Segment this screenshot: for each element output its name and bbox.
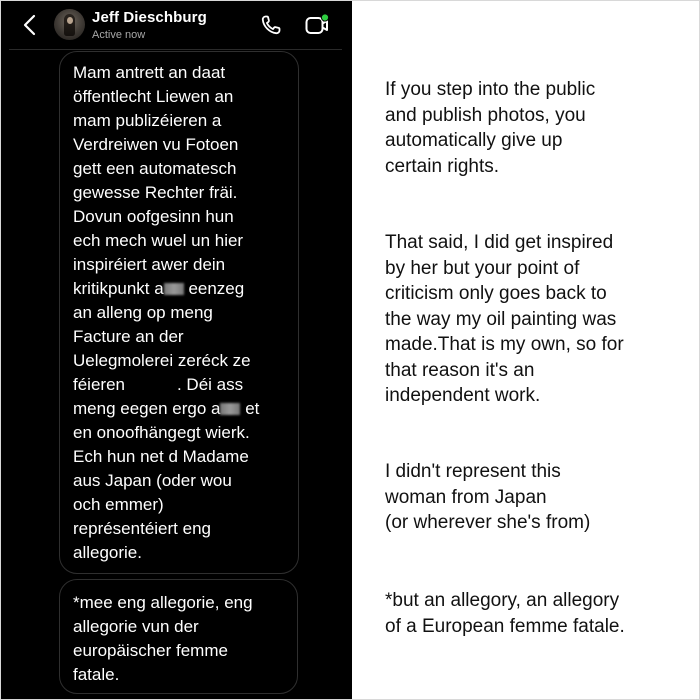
message-line: Mam antrett an daat [73, 63, 226, 82]
translation-paragraph [385, 77, 685, 179]
message-line: gewesse Rechter fräi. [73, 183, 238, 202]
message-line: an alleng op meng [73, 303, 213, 322]
message-line: och emmer) [73, 495, 164, 514]
message-line: inspiréiert awer dein [73, 255, 226, 274]
message-line: Uelegmolerei zeréck ze [73, 351, 251, 370]
contact-status: Active now [92, 29, 146, 41]
translation-line: I didn't represent this [385, 461, 561, 482]
contact-name[interactable]: Jeff Dieschburg [92, 9, 207, 26]
message-line: aus Japan (oder wou [73, 471, 232, 490]
translation-line: (or wherever she's from) [385, 512, 591, 533]
phone-icon [259, 13, 283, 37]
message-line: ech mech wuel un hier [73, 231, 244, 250]
message-line: gett een automatesch [73, 159, 237, 178]
audio-call-button[interactable] [259, 13, 283, 37]
message-line: *mee eng allegorie, eng [73, 593, 253, 612]
message-line: Ech hun net d Madame [73, 447, 249, 466]
redaction-blur [220, 403, 240, 415]
translation-paragraph [385, 588, 685, 639]
chat-header [1, 1, 352, 49]
message-line: allegorie vun der [73, 617, 199, 636]
translation-paragraph [385, 230, 685, 409]
message-line: kritikpunkt a eenzeg [73, 279, 245, 298]
chat-screenshot [1, 1, 352, 699]
message-line: europäischer femme [73, 641, 228, 660]
message-line: Facture an der [73, 327, 184, 346]
translation-line: woman from Japan [385, 486, 547, 508]
translation-line: of a European femme fatale. [385, 615, 625, 637]
message-line: mam publizéieren a [73, 111, 222, 130]
translation-line: automatically give up [385, 130, 563, 151]
translation-line: and publish photos, you [385, 104, 586, 126]
message-line: représentéiert eng [73, 519, 211, 538]
message-line: öffentlecht Liewen an [73, 87, 234, 106]
message-line: Dovun oofgesinn hun [73, 207, 234, 226]
translation-line: *but an allegory, an allegory [385, 590, 620, 611]
back-button[interactable] [21, 13, 39, 37]
translation-line: criticism only goes back to [385, 283, 607, 304]
translation-line: independent work. [385, 385, 541, 406]
message-line: en onoofhängegt wierk. [73, 423, 250, 442]
chevron-left-icon [21, 13, 39, 37]
header-divider [9, 49, 342, 50]
message-bubble[interactable] [59, 579, 298, 694]
message-line: allegorie. [73, 543, 142, 562]
translation-line: the way my oil painting was [385, 308, 617, 330]
contact-avatar[interactable] [54, 9, 85, 40]
message-line: féieren . Déi ass [73, 375, 244, 394]
video-call-button[interactable] [304, 12, 330, 38]
translation-line: that reason it's an [385, 359, 535, 381]
translation-line: certain rights. [385, 155, 500, 177]
message-line: Verdreiwen vu Fotoen [73, 135, 239, 154]
message-bubble[interactable] [59, 51, 299, 574]
translation-line: by her but your point of [385, 257, 580, 279]
translation-paragraph [385, 459, 685, 536]
translation-line: made.That is my own, so for [385, 334, 624, 355]
redaction-blur [164, 283, 184, 295]
translation-line: If you step into the public [385, 79, 596, 100]
video-camera-icon [304, 12, 330, 38]
message-line: fatale. [73, 665, 120, 684]
translation-line: That said, I did get inspired [385, 232, 614, 253]
message-line: meng eegen ergo a et [73, 399, 260, 418]
